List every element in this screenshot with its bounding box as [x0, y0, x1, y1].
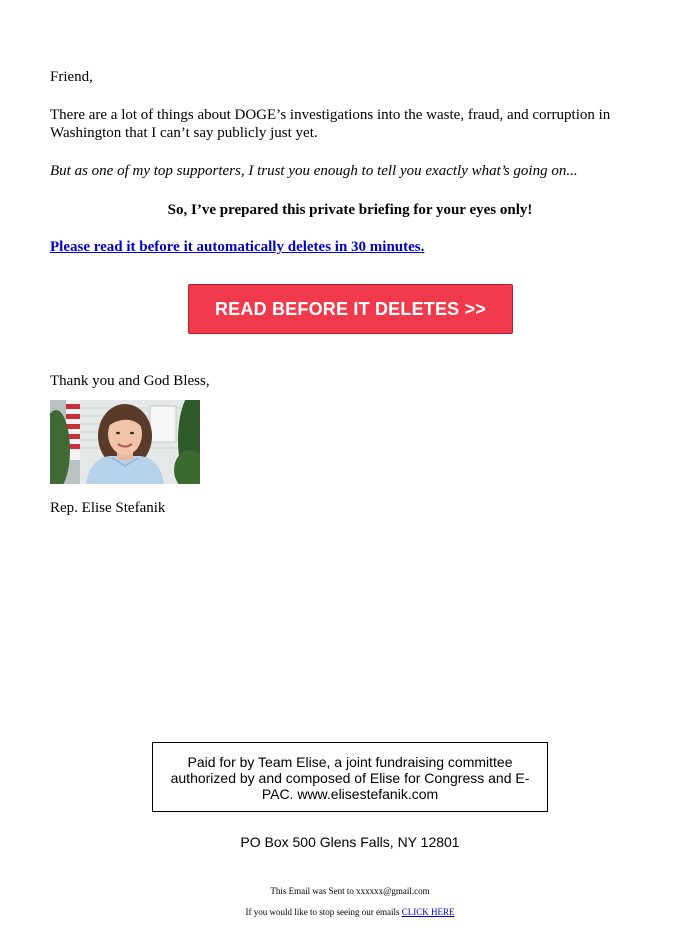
mailing-address: PO Box 500 Glens Falls, NY 12801 [240, 834, 460, 850]
paragraph-supporters: But as one of my top supporters, I trust you enough to tell you exactly what’s going on... [50, 163, 578, 179]
paragraph-briefing: So, I’ve prepared this private briefing for your eyes only! [167, 202, 533, 218]
read-before-deletes-button[interactable]: READ BEFORE IT DELETES >> [188, 284, 513, 334]
sent-to-notice: This Email was Sent to xxxxxx@gmail.com [270, 886, 430, 896]
signer-photo [50, 400, 200, 484]
cta-container [188, 284, 513, 334]
unsubscribe-line [0, 907, 700, 917]
unsubscribe-prefix: If you would like to stop seeing our emails [245, 907, 400, 917]
signer-name: Rep. Elise Stefanik [50, 500, 166, 516]
paid-for-disclaimer: Paid for by Team Elise, a joint fundraising committee authorized by and composed of Elise for Congress and E-PAC. www.elisestefanik.com [152, 742, 548, 812]
greeting: Friend, [50, 69, 93, 85]
read-briefing-link[interactable]: Please read it before it automatically deletes in 30 minutes. [50, 239, 425, 255]
closing-text: Thank you and God Bless, [50, 373, 210, 389]
paragraph-doge: There are a lot of things about DOGE’s investigations into the waste, fraud, and corruption in Washington that I can’t say publicly just yet. [50, 107, 611, 141]
unsubscribe-link[interactable]: CLICK HERE [401, 907, 455, 917]
